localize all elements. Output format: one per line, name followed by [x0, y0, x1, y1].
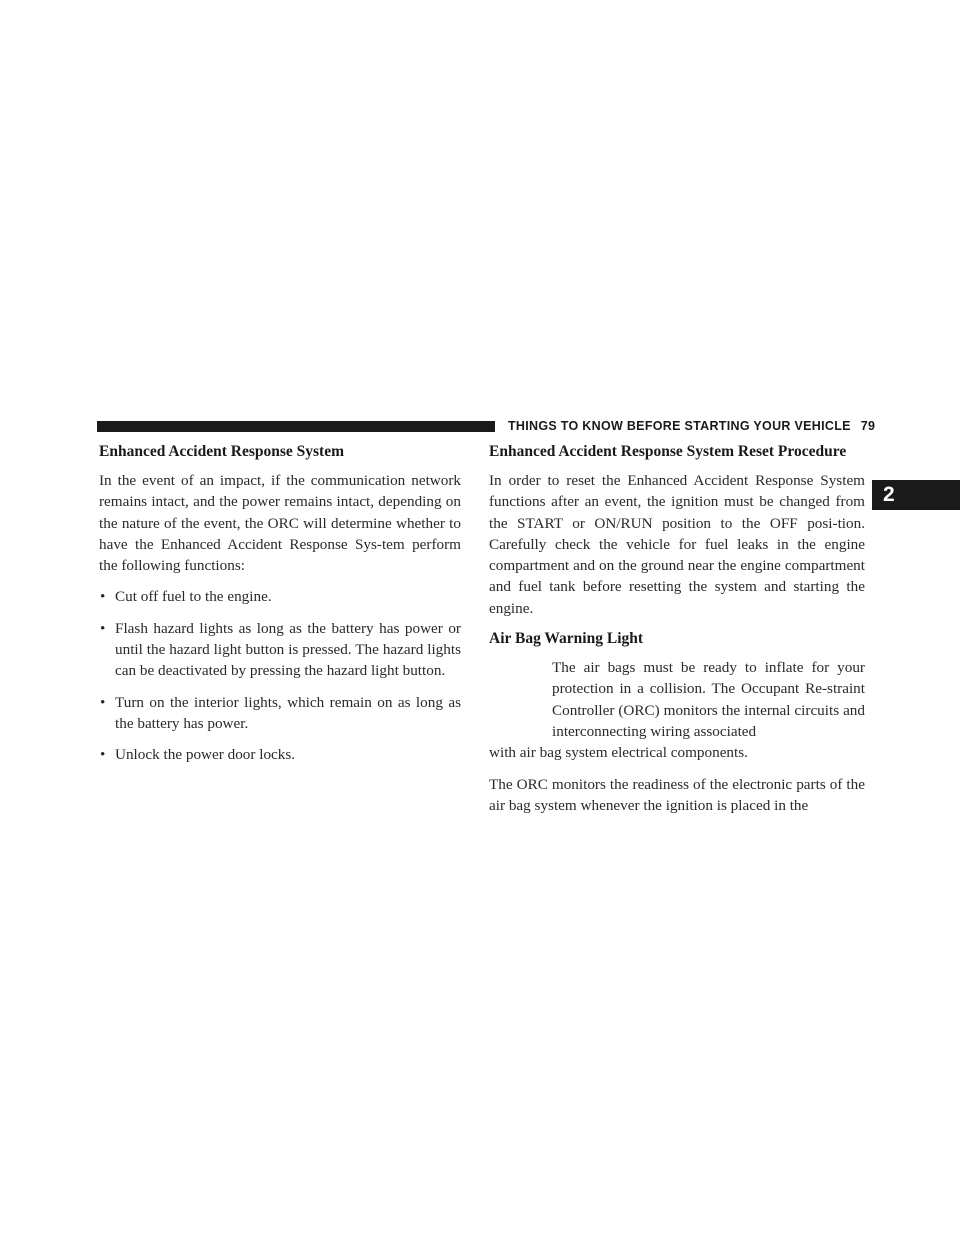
intro-paragraph: In the event of an impact, if the communication network remains intact, and the power remains intact, depending on the nature of the event, the ORC will determine whether to have the Enhanced Accident Response Sys-tem perform the following functions:	[99, 472, 461, 575]
list-item-text: Cut off fuel to the engine.	[115, 588, 272, 606]
list-item	[99, 586, 461, 607]
left-column	[99, 442, 461, 776]
orc-paragraph: The ORC monitors the readiness of the electronic parts of the air bag system whenever the ignition is placed in the	[489, 775, 865, 814]
warning-light-text-block	[552, 657, 865, 742]
section-title: THINGS TO KNOW BEFORE STARTING YOUR VEHICLE	[508, 419, 851, 433]
chapter-tab: 2	[872, 480, 960, 510]
section-heading: Air Bag Warning Light	[489, 630, 644, 648]
bullet-icon: •	[100, 693, 106, 711]
list-item	[99, 618, 461, 682]
airbag-paragraph: The air bags must be ready to inflate for your protection in a collision. The Occupant Re-straint Controller (ORC) monitors the internal circuits and interconnecting wiring associated	[552, 659, 865, 740]
list-item	[99, 692, 461, 735]
airbag-paragraph-continued: with air bag system electrical components.	[489, 744, 748, 762]
function-list	[99, 586, 461, 765]
page-number: 79	[860, 419, 876, 433]
bullet-icon: •	[100, 619, 106, 637]
list-item-text: Flash hazard lights as long as the battery has power or until the hazard light button is pressed. The hazard lights can be deactivated by pressing the hazard light button.	[115, 619, 461, 680]
bullet-icon: •	[100, 588, 106, 606]
section-heading: Enhanced Accident Response System	[99, 443, 345, 460]
right-column	[489, 442, 865, 826]
running-header	[508, 419, 875, 433]
reset-paragraph: In order to reset the Enhanced Accident Response System functions after an event, the ignition must be changed from the START or ON/RUN position to the OFF posi-tion. Carefully check the vehicle for fuel leaks in the engine compartment and on the ground near the engine compartment and fuel tank before resetting the system and starting the engine.	[489, 472, 865, 617]
list-item	[99, 744, 461, 765]
list-item-text: Turn on the interior lights, which remain on as long as the battery has power.	[115, 693, 461, 732]
list-item-text: Unlock the power door locks.	[115, 746, 296, 764]
section-heading: Enhanced Accident Response System Reset Procedure	[489, 443, 847, 460]
header-rule	[97, 421, 495, 432]
bullet-icon: •	[100, 746, 106, 764]
